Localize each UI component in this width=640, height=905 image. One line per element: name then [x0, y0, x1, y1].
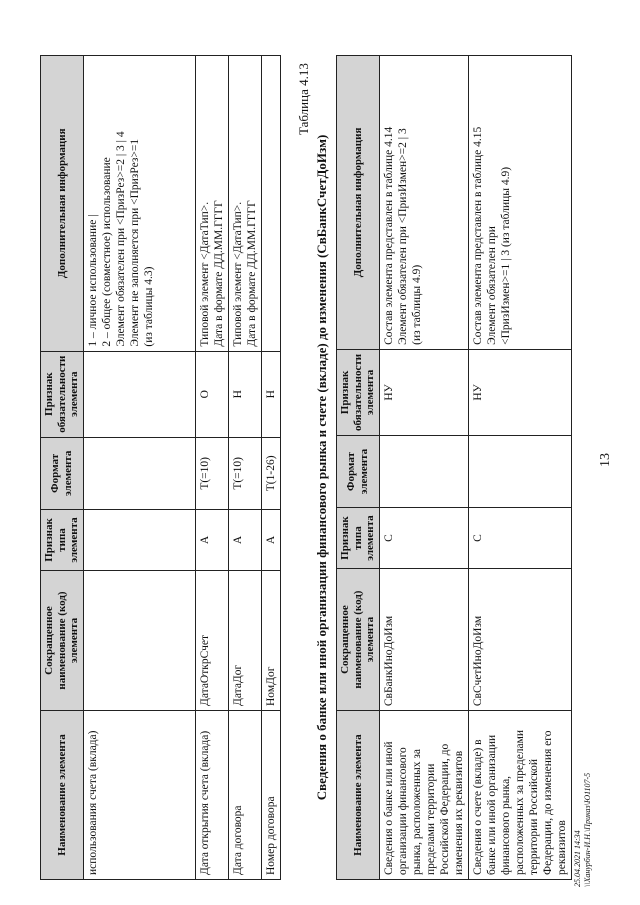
cell-name: использования счета (вклада) — [83, 711, 195, 880]
cell-name: Номер договора — [261, 711, 280, 880]
table-header-row — [337, 56, 380, 880]
cell-name: Сведения о банке или иной организации финансового рынка, расположенных за пределами территории Российской Федерации, до изменения их реквизитов — [379, 711, 468, 880]
cell-info: Состав элемента представлен в таблице 4.15 Элемент обязателен при <ПризИзмен>=1 | 3 (из таблицы 4.9) — [469, 56, 572, 350]
header-type: Признак типа элемента — [337, 508, 380, 569]
table-caption: Сведения о банке или иной организации финансового рынка и счете (вкладе) до изменения (СвБанкСчетДоИзм) — [314, 134, 329, 801]
cell-format — [379, 435, 468, 507]
elements-table-continued — [40, 55, 281, 880]
cell-type: С — [379, 508, 468, 569]
footer-path: \\Ханурбин-И.Н.\Приказ\Ю1107-5 — [583, 772, 592, 887]
cell-required: О — [195, 351, 228, 437]
cell-info: Типовой элемент <ДатаТип>. Дата в формате ДД.ММ.ГГГГ — [228, 56, 261, 352]
cell-type: С — [469, 508, 572, 569]
bank-account-before-change-table — [336, 55, 572, 880]
header-type: Признак типа элемента — [41, 509, 84, 570]
header-short: Сокращенное наименование (код) элемента — [41, 570, 84, 710]
cell-type: А — [228, 509, 261, 570]
header-required: Признак обязательности элемента — [337, 349, 380, 435]
cell-name: Дата открытия счета (вклада) — [195, 711, 228, 880]
cell-info — [261, 56, 280, 352]
print-footer — [573, 773, 593, 887]
header-format: Формат элемента — [337, 435, 380, 507]
header-info: Дополнительная информация — [337, 56, 380, 350]
cell-name: Сведения о счете (вкладе) в банке или иной организации финансового рынка, расположенных за пределами территории Российской Федерации, до изменения его реквизитов — [469, 711, 572, 880]
cell-short: ДатаДог — [228, 570, 261, 710]
table-header-row — [41, 56, 84, 880]
cell-info: 1 – личное использование | 2 – общее (совместное) использование Элемент обязателен при <ПризРез>=2 | 3 | 4 Элемент не заполняется при <ПризРез>=1 (из таблицы 4.3) — [83, 56, 195, 352]
header-info: Дополнительная информация — [41, 56, 84, 352]
cell-short: СвБанкИноДоИзм — [379, 569, 468, 711]
cell-short: СвСчетИноДоИзм — [469, 569, 572, 711]
page-number: 13 — [598, 453, 613, 467]
table-row — [228, 56, 261, 880]
table-row — [379, 56, 468, 880]
footer-timestamp: 25.04.2021 14:34 — [573, 830, 582, 887]
cell-required: НУ — [379, 349, 468, 435]
cell-format — [469, 435, 572, 507]
header-required: Признак обязательности элемента — [41, 351, 84, 437]
cell-required: Н — [261, 351, 280, 437]
cell-short: ДатаОткрСчет — [195, 570, 228, 710]
cell-info: Типовой элемент <ДатаТип>. Дата в формате ДД.ММ.ГГГГ — [195, 56, 228, 352]
header-name: Наименование элемента — [337, 711, 380, 880]
cell-short — [83, 570, 195, 710]
table-row — [83, 56, 195, 880]
cell-required: Н — [228, 351, 261, 437]
header-format: Формат элемента — [41, 437, 84, 509]
cell-type — [83, 509, 195, 570]
cell-short: НомДог — [261, 570, 280, 710]
table-number-label: Таблица 4.13 — [296, 63, 311, 135]
cell-info: Состав элемента представлен в таблице 4.14 Элемент обязателен при <ПризИзмен>=2 | 3 (из таблицы 4.9) — [379, 56, 468, 350]
cell-format — [83, 437, 195, 509]
cell-required: НУ — [469, 349, 572, 435]
cell-format: T(=10) — [195, 437, 228, 509]
cell-format: T(1-26) — [261, 437, 280, 509]
table-row — [261, 56, 280, 880]
table-row — [469, 56, 572, 880]
table-row — [195, 56, 228, 880]
cell-format: T(=10) — [228, 437, 261, 509]
cell-required — [83, 351, 195, 437]
header-short: Сокращенное наименование (код) элемента — [337, 569, 380, 711]
cell-type: А — [195, 509, 228, 570]
cell-name: Дата договора — [228, 711, 261, 880]
header-name: Наименование элемента — [41, 711, 84, 880]
cell-type: А — [261, 509, 280, 570]
